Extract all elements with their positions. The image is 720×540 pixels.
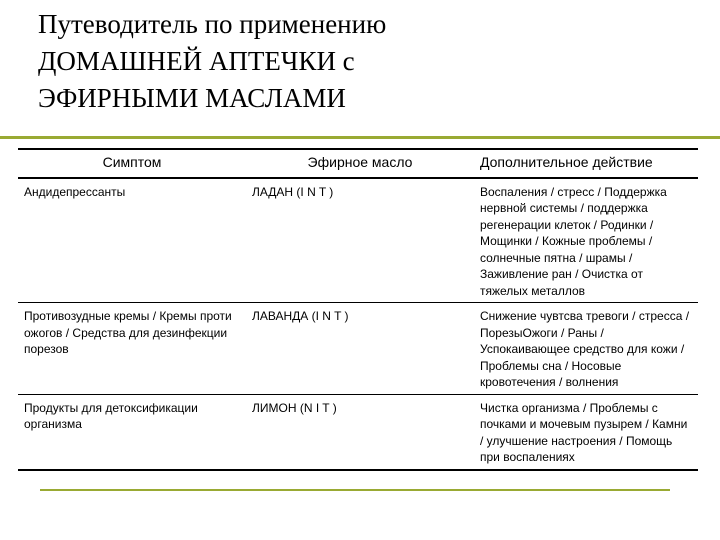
- header-oil: Эфирное масло: [307, 154, 413, 170]
- table-row: [18, 178, 698, 303]
- cell-symptom: Андидепрессанты: [24, 184, 126, 199]
- cell-symptom: Противозудные кремы / Кремы проти ожогов / Средства для дезинфекции порезов: [24, 309, 232, 356]
- cell-oil: ЛАДАН (I N T ): [252, 184, 334, 199]
- cell-action: Чистка организма / Проблемы с почками и мочевым пузырем / Камни / улучшение настроения / Помощь при воспалениях: [480, 400, 688, 464]
- title-line-2: ДОМАШНЕЙ АПТЕЧКИ с: [38, 46, 355, 76]
- cell-symptom: Продукты для детоксификации организма: [24, 400, 198, 431]
- cell-oil: ЛАВАНДА (I N T ): [252, 309, 349, 323]
- cell-action: Воспаления / стресс / Поддержка нервной системы / поддержка регенерации клеток / Родинки / Мощинки / Кожные проблемы / солнечные пятна / шрамы / Заживление ран / Очистка от тяжелых металлов: [480, 184, 667, 298]
- table-row: [18, 394, 698, 470]
- table-header-row: [18, 149, 698, 178]
- header-symptom: Симптом: [102, 154, 162, 170]
- top-divider: [0, 136, 720, 139]
- title-line-1: Путеводитель по применению: [38, 9, 387, 39]
- page-title: [38, 6, 698, 117]
- cell-action: Снижение чувтсва тревоги / стресса / ПорезыОжоги / Раны / Успокаивающее средство для кожи / Проблемы сна / Носовые кровотечения / волнения: [480, 309, 690, 389]
- bottom-divider: [40, 489, 670, 491]
- table-row: [18, 303, 698, 395]
- oils-table: [18, 148, 698, 471]
- title-line-3: ЭФИРНЫМИ МАСЛАМИ: [38, 83, 346, 113]
- header-action: Дополнительное действие: [480, 154, 653, 170]
- cell-oil: ЛИМОН (N I T ): [252, 400, 337, 415]
